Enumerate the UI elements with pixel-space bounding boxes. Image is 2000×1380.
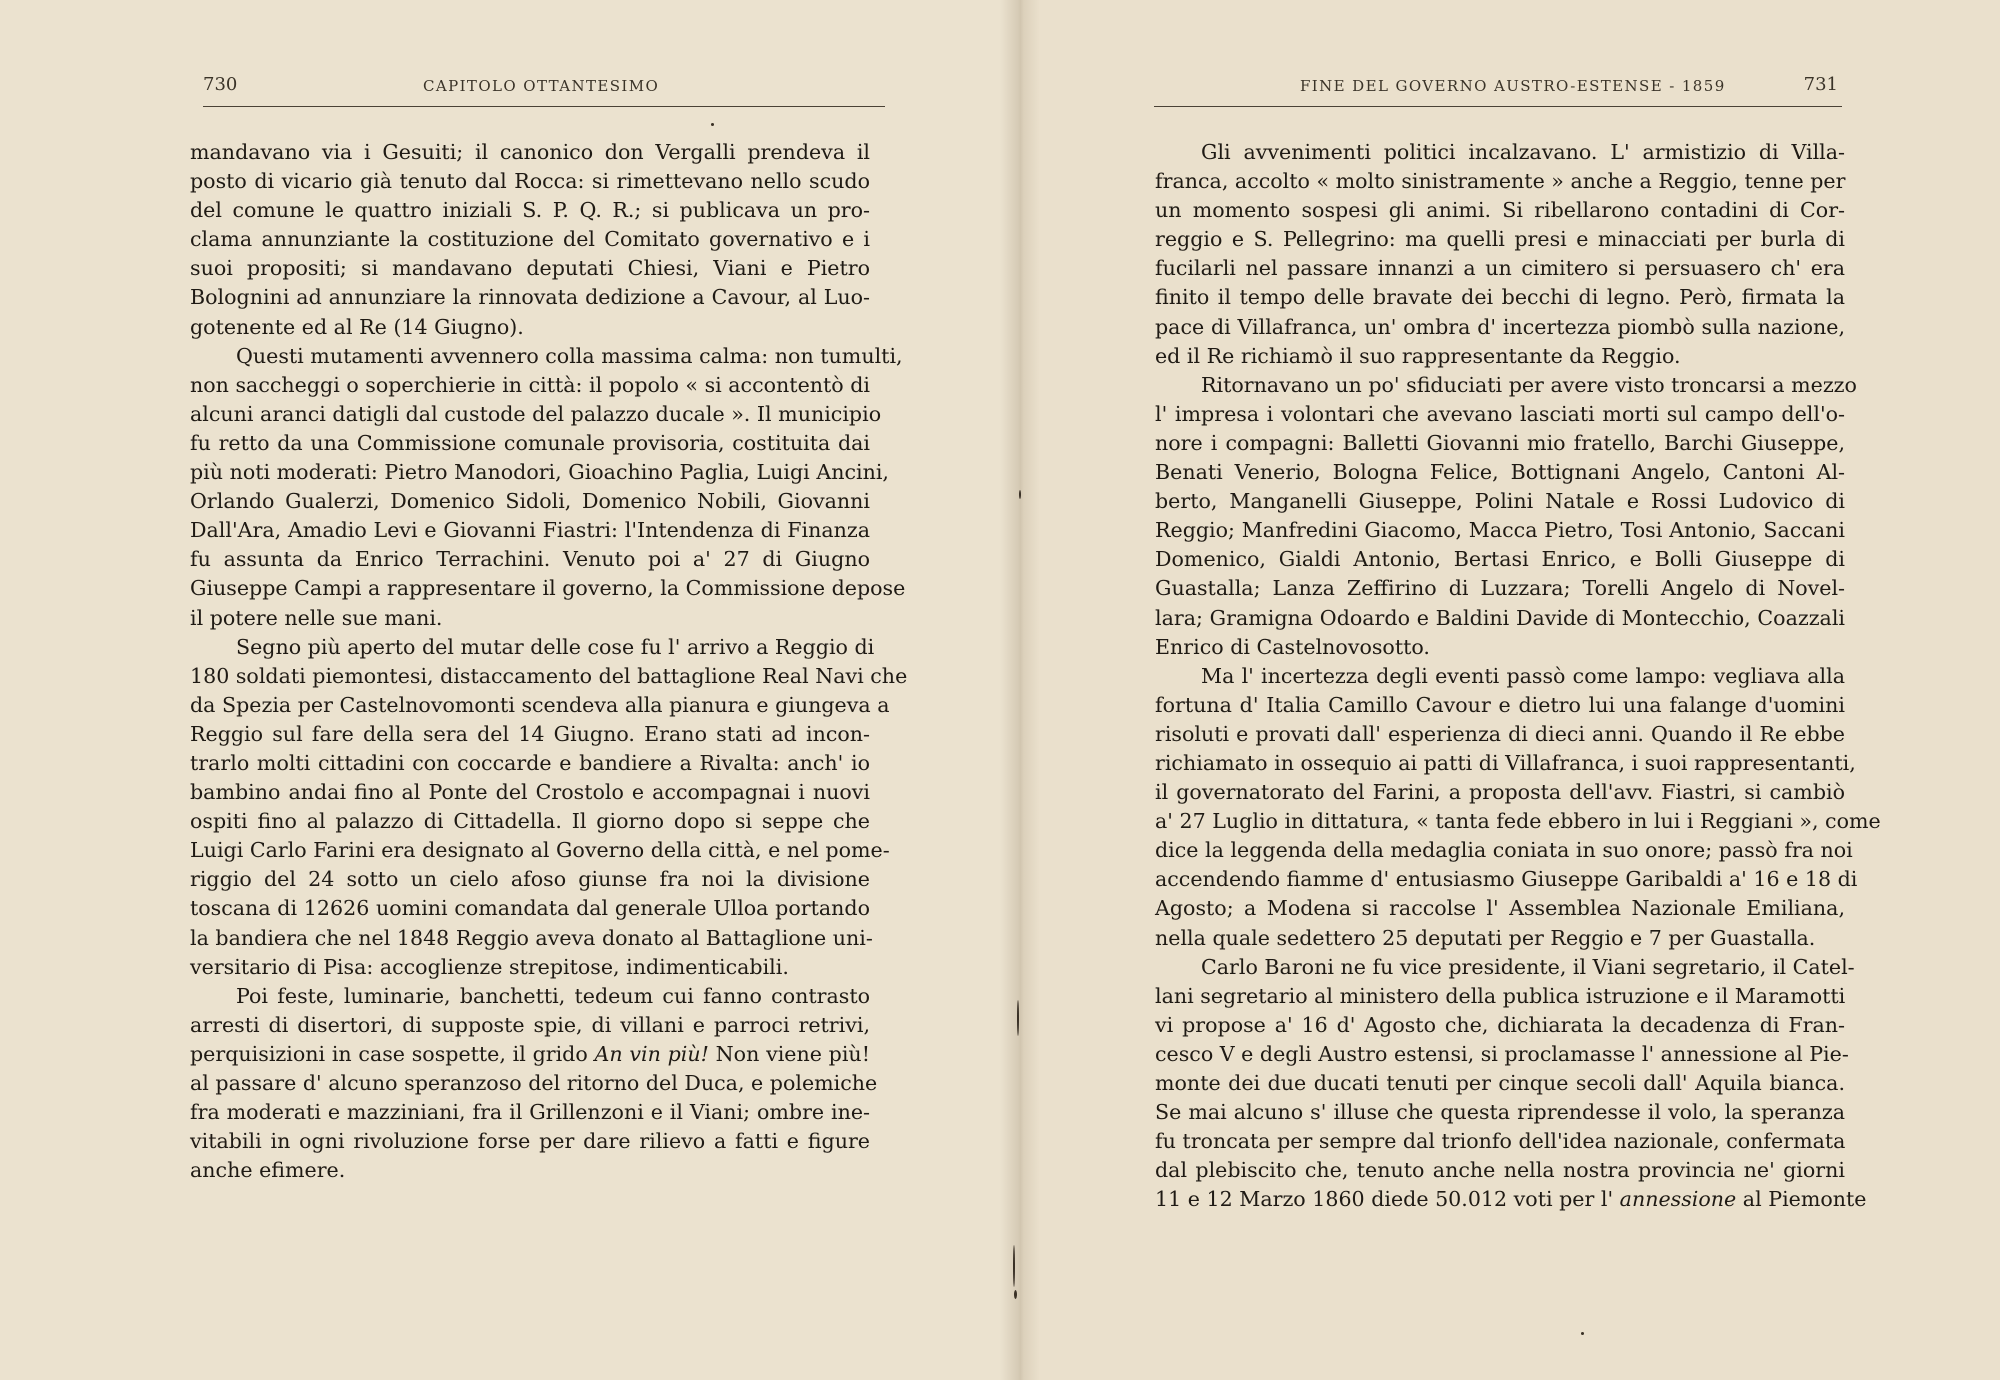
text-line: Se mai alcuno s' illuse che questa riprendesse il volo, la speranza bbox=[1155, 1100, 1845, 1125]
text-line: fortuna d' Italia Camillo Cavour e dietro lui una falange d'uomini bbox=[1155, 692, 1845, 717]
text-line: fu troncata per sempre dal trionfo dell'idea nazionale, confermata bbox=[1155, 1129, 1846, 1154]
text-line: Reggio; Manfredini Giacomo, Macca Pietro, Tosi Antonio, Saccani bbox=[1155, 518, 1845, 543]
text-line: cesco V e degli Austro estensi, si proclamasse l' annessione al Pie- bbox=[1155, 1041, 1849, 1066]
text-line: clama annunziante la costituzione del Comitato governativo e i bbox=[190, 227, 870, 252]
text-line: Ritornavano un po' sfiduciati per avere visto troncarsi a mezzo bbox=[1201, 372, 1857, 397]
text-line: richiamato in ossequio ai patti di Villafranca, i suoi rappresentanti, bbox=[1155, 750, 1856, 775]
text-line: Dall'Ara, Amadio Levi e Giovanni Fiastri: l'Intendenza di Finanza bbox=[190, 518, 870, 543]
text-line: Orlando Gualerzi, Domenico Sidoli, Domenico Nobili, Giovanni bbox=[190, 489, 870, 514]
text-line: alcuni aranci datigli dal custode del palazzo ducale ». Il municipio bbox=[190, 401, 882, 426]
text-line: il governatorato del Farini, a proposta dell'avv. Fiastri, si cambiò bbox=[1155, 780, 1845, 805]
left-body-text bbox=[190, 138, 908, 1185]
text-line bbox=[1155, 1185, 1867, 1214]
book-gutter bbox=[1000, 0, 1040, 1380]
text-line: Questi mutamenti avvennero colla massima calma: non tumulti, bbox=[236, 343, 903, 368]
text-line: bambino andai fino al Ponte del Crostolo e accompagnai i nuovi bbox=[190, 780, 870, 805]
text-line: l' impresa i volontari che avevano lasciati morti sul campo dell'o- bbox=[1155, 401, 1845, 426]
text-line: risoluti e provati dall' esperienza di dieci anni. Quando il Re ebbe bbox=[1155, 721, 1845, 746]
right-body-text bbox=[1155, 138, 1881, 1214]
text-line: Giuseppe Campi a rappresentare il governo, la Commissione depose bbox=[190, 576, 906, 601]
paper-speck bbox=[711, 123, 714, 126]
paper-speck bbox=[1581, 1332, 1584, 1335]
text-line: al passare d' alcuno speranzoso del ritorno del Duca, e polemiche bbox=[190, 1071, 878, 1095]
text-line: la bandiera che nel 1848 Reggio aveva donato al Battaglione uni- bbox=[190, 925, 873, 950]
text-line: lani segretario al ministero della publica istruzione e il Maramotti bbox=[1155, 983, 1846, 1008]
text-line: Ma l' incertezza degli eventi passò come lampo: vegliava alla bbox=[1201, 663, 1845, 688]
text-line: fra moderati e mazziniani, fra il Grillenzoni e il Viani; ombre ine- bbox=[190, 1100, 870, 1125]
paper-speck bbox=[1019, 490, 1021, 499]
text-fragment: Non viene più! bbox=[708, 1041, 870, 1066]
text-line: suoi propositi; si mandavano deputati Chiesi, Viani e Pietro bbox=[190, 256, 870, 281]
left-header-rule bbox=[203, 106, 885, 107]
text-line: finito il tempo delle bravate dei becchi di legno. Però, firmata la bbox=[1155, 285, 1845, 310]
text-fragment: al Piemonte bbox=[1736, 1187, 1867, 1212]
text-line: fucilarli nel passare innanzi a un cimitero si persuasero ch' era bbox=[1155, 256, 1845, 281]
text-line: franca, accolto « molto sinistramente » anche a Reggio, tenne per bbox=[1155, 169, 1846, 194]
italic-quote: An vin più! bbox=[594, 1041, 709, 1066]
text-line: reggio e S. Pellegrino: ma quelli presi e minacciati per burla di bbox=[1155, 227, 1845, 252]
text-line: anche efimere. bbox=[190, 1158, 346, 1183]
text-line: fu assunta da Enrico Terrachini. Venuto poi a' 27 di Giugno bbox=[190, 547, 870, 572]
text-line: del comune le quattro iniziali S. P. Q. R.; si publicava un pro- bbox=[190, 198, 870, 223]
text-line: da Spezia per Castelnovomonti scendeva alla pianura e giungeva a bbox=[190, 692, 890, 717]
text-line: non saccheggi o soperchierie in città: il popolo « si accontentò di bbox=[190, 372, 871, 397]
text-line bbox=[190, 1040, 870, 1069]
text-line: 180 soldati piemontesi, distaccamento del battaglione Real Navi che bbox=[190, 663, 908, 688]
paper-speck bbox=[1013, 1245, 1015, 1287]
text-line: berto, Manganelli Giuseppe, Polini Natale e Rossi Ludovico di bbox=[1155, 489, 1845, 514]
text-line: nore i compagni: Balletti Giovanni mio fratello, Barchi Giuseppe, bbox=[1155, 430, 1845, 455]
text-line: Bolognini ad annunziare la rinnovata dedizione a Cavour, al Luo- bbox=[190, 285, 870, 310]
right-chapter-title: FINE DEL GOVERNO AUSTRO-ESTENSE - 1859 bbox=[1300, 77, 1726, 95]
left-chapter-title: CAPITOLO OTTANTESIMO bbox=[423, 77, 660, 95]
text-fragment: 11 e 12 Marzo 1860 diede 50.012 voti per l' bbox=[1155, 1187, 1620, 1212]
right-page bbox=[1020, 0, 2000, 1380]
text-line: Carlo Baroni ne fu vice presidente, il Viani segretario, il Catel- bbox=[1201, 954, 1855, 979]
text-line: Guastalla; Lanza Zeffirino di Luzzara; Torelli Angelo di Novel- bbox=[1155, 576, 1845, 601]
left-running-head bbox=[203, 74, 863, 108]
right-header-rule bbox=[1154, 106, 1842, 107]
text-line: a' 27 Luglio in dittatura, « tanta fede ebbero in lui i Reggiani », come bbox=[1155, 809, 1881, 834]
right-page-number: 731 bbox=[1803, 74, 1838, 95]
text-line: arresti di disertori, di supposte spie, di villani e parroci retrivi, bbox=[190, 1012, 870, 1037]
text-line: dal plebiscito che, tenuto anche nella nostra provincia ne' giorni bbox=[1155, 1158, 1845, 1183]
text-line: Luigi Carlo Farini era designato al Governo della città, e nel pome- bbox=[190, 838, 890, 863]
text-line: lara; Gramigna Odoardo e Baldini Davide di Montecchio, Coazzali bbox=[1155, 605, 1845, 630]
text-line: pace di Villafranca, un' ombra d' incertezza piombò sulla nazione, bbox=[1155, 314, 1845, 339]
italic-word: annessione bbox=[1619, 1187, 1737, 1212]
text-line: un momento sospesi gli animi. Si ribellarono contadini di Cor- bbox=[1155, 198, 1845, 223]
text-line: Domenico, Gialdi Antonio, Bertasi Enrico, e Bolli Giuseppe di bbox=[1155, 547, 1845, 572]
text-line: vi propose a' 16 d' Agosto che, dichiarata la decadenza di Fran- bbox=[1155, 1012, 1845, 1037]
text-line: mandavano via i Gesuiti; il canonico don Vergalli prendeva il bbox=[190, 140, 870, 164]
text-line: Segno più aperto del mutar delle cose fu l' arrivo a Reggio di bbox=[236, 634, 875, 659]
text-line: riggio del 24 sotto un cielo afoso giunse fra noi la divisione bbox=[190, 867, 870, 892]
paper-speck bbox=[1017, 1000, 1019, 1036]
text-line: ospiti fino al palazzo di Cittadella. Il giorno dopo si seppe che bbox=[190, 809, 870, 834]
text-line: trarlo molti cittadini con coccarde e bandiere a Rivalta: anch' io bbox=[190, 750, 870, 775]
text-line: posto di vicario già tenuto dal Rocca: si rimettevano nello scudo bbox=[190, 169, 870, 194]
text-line: Benati Venerio, Bologna Felice, Bottignani Angelo, Cantoni Al- bbox=[1155, 460, 1845, 485]
text-line: Gli avvenimenti politici incalzavano. L' armistizio di Villa- bbox=[1201, 140, 1845, 164]
text-line: versitario di Pisa: accoglienze strepitose, indimenticabili. bbox=[190, 954, 789, 979]
left-page-number: 730 bbox=[203, 74, 238, 95]
text-line: accendendo fiamme d' entusiasmo Giuseppe Garibaldi a' 16 e 18 di bbox=[1155, 867, 1858, 892]
text-fragment: perquisizioni in case sospette, il grido bbox=[190, 1041, 595, 1066]
text-line: più noti moderati: Pietro Manodori, Gioachino Paglia, Luigi Ancini, bbox=[190, 460, 889, 485]
text-line: gotenente ed al Re (14 Giugno). bbox=[190, 314, 524, 339]
text-line: Poi feste, luminarie, banchetti, tedeum cui fanno contrasto bbox=[236, 983, 870, 1008]
text-line: fu retto da una Commissione comunale provisoria, costituita dai bbox=[190, 430, 870, 455]
paper-speck bbox=[1014, 1290, 1017, 1299]
text-line: dice la leggenda della medaglia coniata in suo onore; passò fra noi bbox=[1155, 838, 1853, 863]
text-line: Reggio sul fare della sera del 14 Giugno. Erano stati ad incon- bbox=[190, 721, 870, 746]
right-running-head bbox=[1156, 74, 1838, 108]
text-line: vitabili in ogni rivoluzione forse per dare rilievo a fatti e figure bbox=[190, 1129, 870, 1154]
text-line: il potere nelle sue mani. bbox=[190, 605, 443, 630]
text-line: nella quale sedettero 25 deputati per Reggio e 7 per Guastalla. bbox=[1155, 925, 1816, 950]
text-line: monte dei due ducati tenuti per cinque secoli dall' Aquila bianca. bbox=[1155, 1071, 1845, 1095]
text-line: ed il Re richiamò il suo rappresentante da Reggio. bbox=[1155, 343, 1681, 368]
text-line: Enrico di Castelnovosotto. bbox=[1155, 634, 1430, 659]
text-line: Agosto; a Modena si raccolse l' Assemblea Nazionale Emiliana, bbox=[1155, 896, 1845, 921]
text-line: toscana di 12626 uomini comandata dal generale Ulloa portando bbox=[190, 896, 870, 921]
